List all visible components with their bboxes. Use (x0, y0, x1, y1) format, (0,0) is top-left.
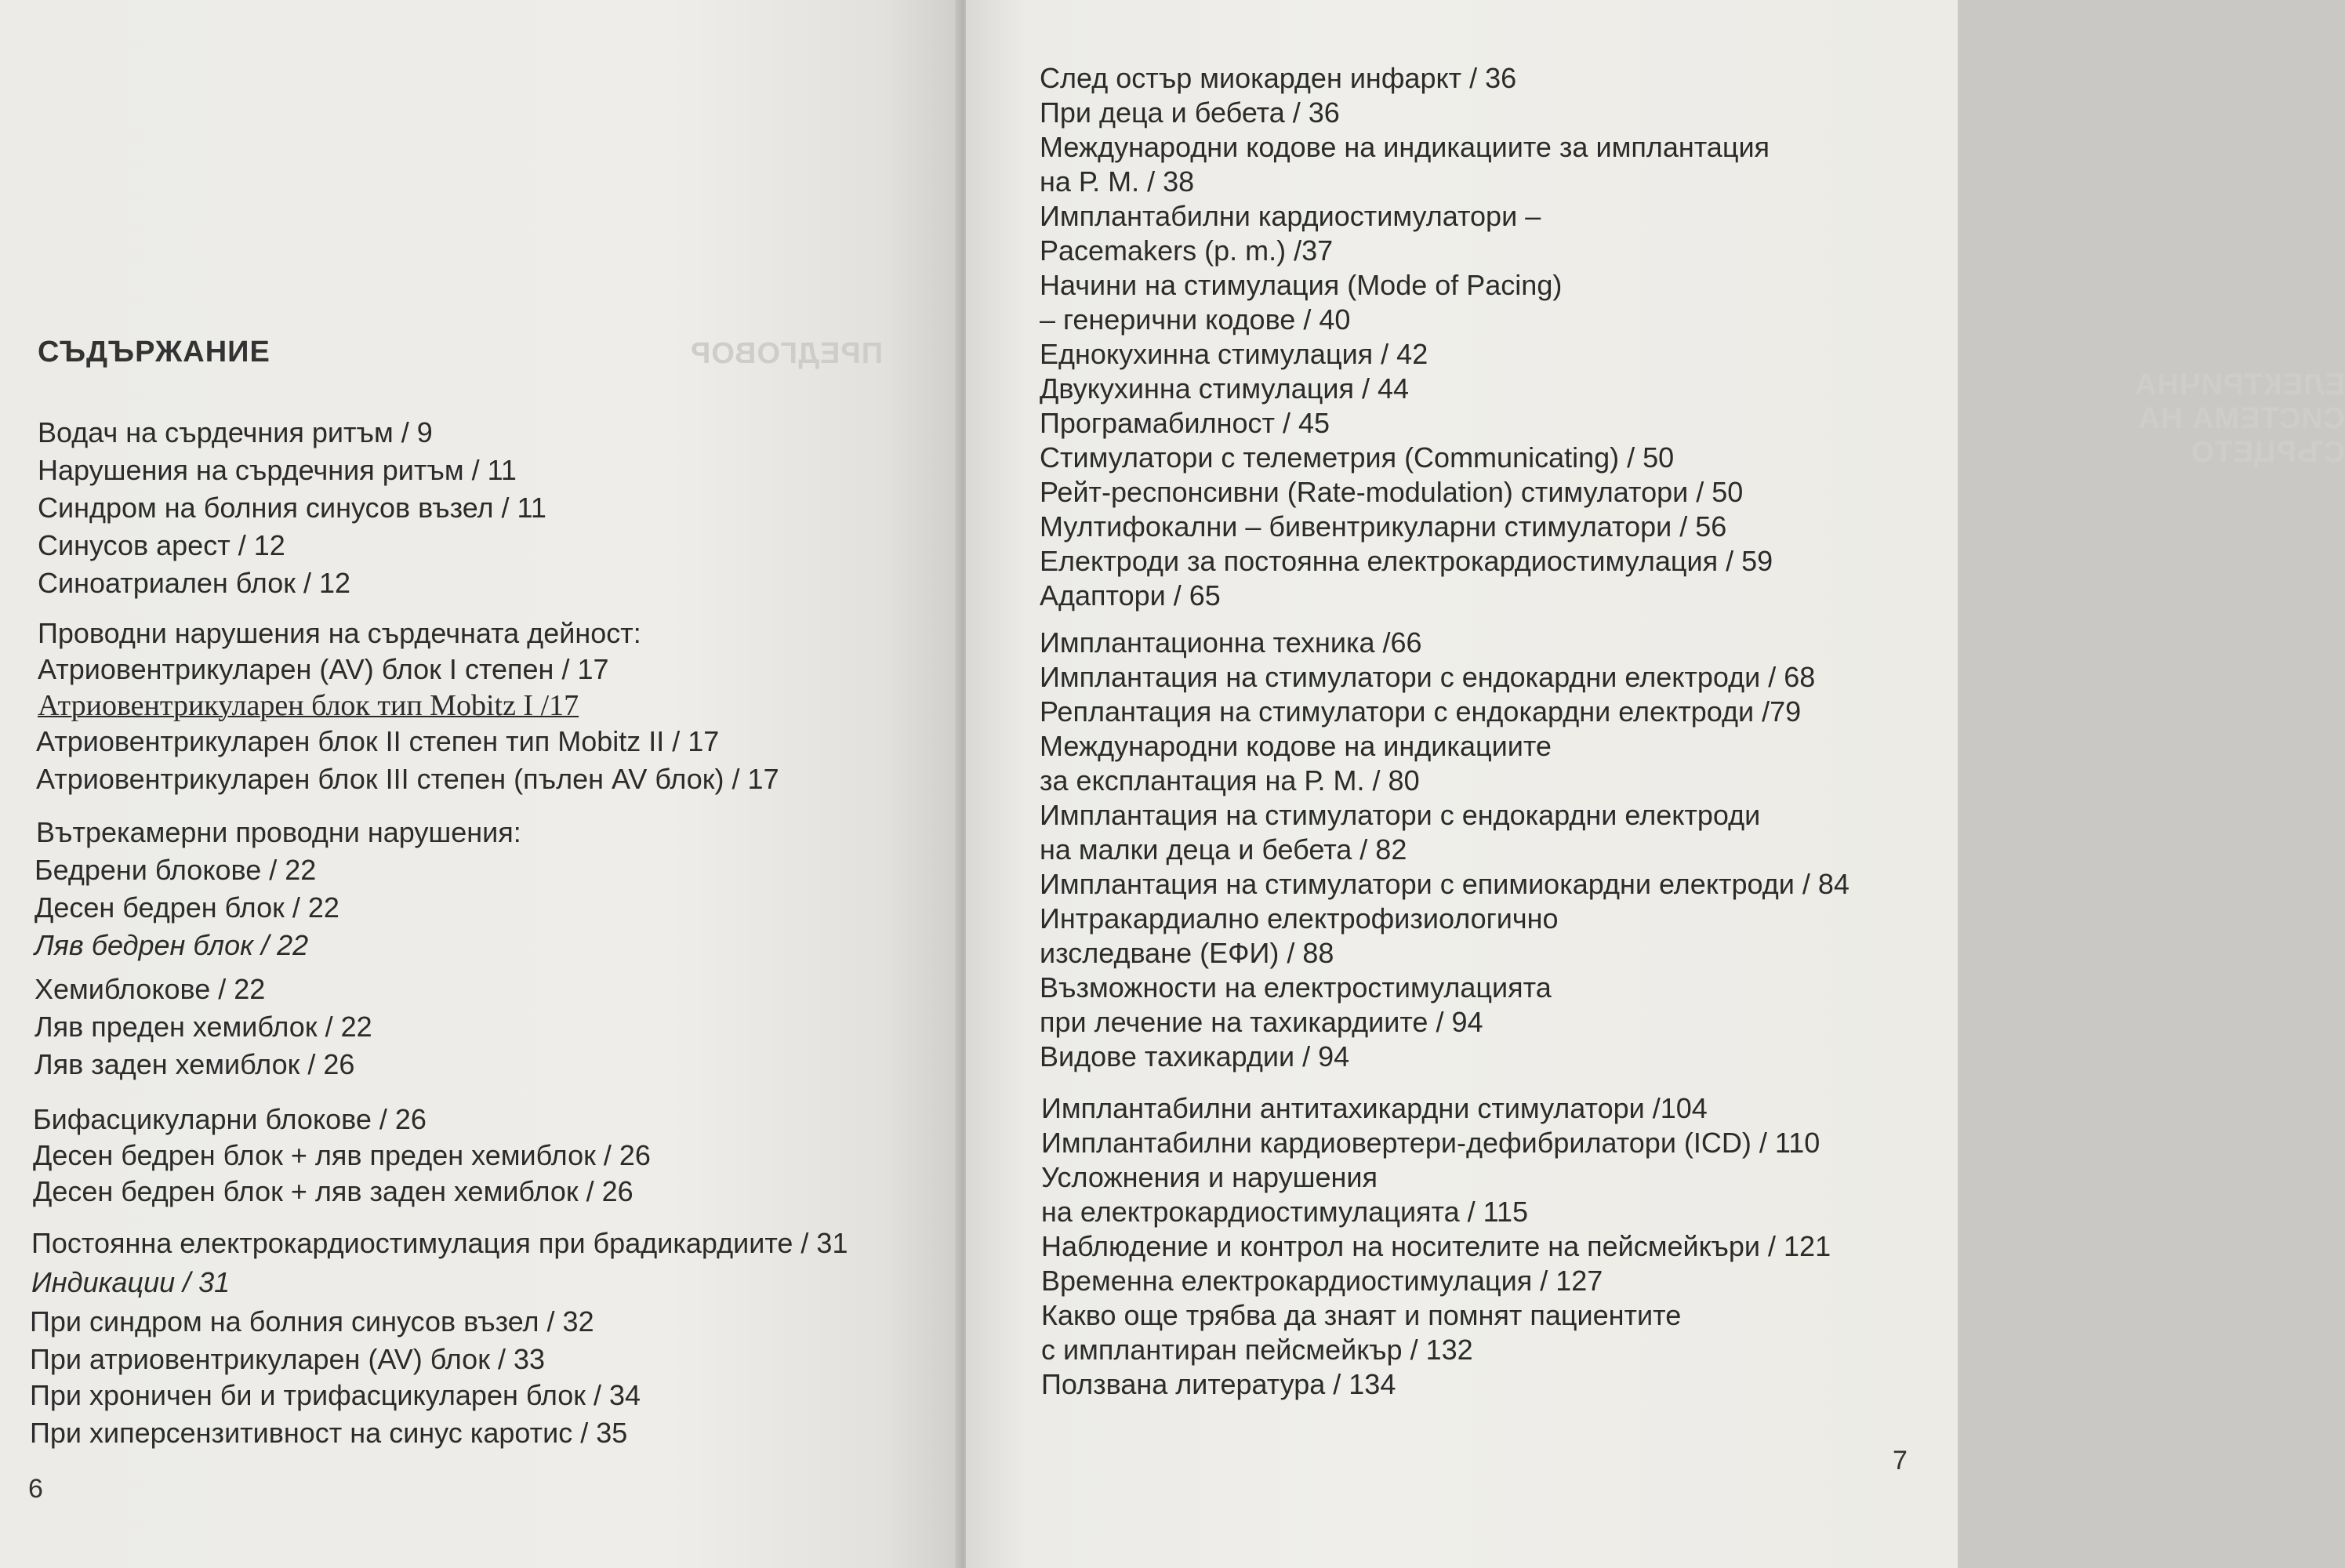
toc-entry: Ляв преден хемиблок / 22 (34, 1011, 372, 1043)
toc-entry: Нарушения на сърдечния ритъм / 11 (38, 454, 517, 486)
toc-entry: При атриовентрикуларен (AV) блок / 33 (30, 1343, 545, 1375)
toc-entry: Мултифокални – бивентрикуларни стимулатори / 56 (1040, 510, 1727, 543)
toc-entry: – генерични кодове / 40 (1040, 303, 1351, 336)
toc-entry-italic: Ляв бедрен блок / 22 (34, 929, 309, 961)
toc-entry: Водач на сърдечния ритъм / 9 (38, 416, 433, 448)
toc-entry: Синоатриален блок / 12 (38, 567, 351, 599)
toc-entry-typewritten: Атриовентрикуларен блок тип Mobitz I /17 (38, 689, 579, 722)
toc-entry: Международни кодове на индикациите за имплантация (1040, 131, 1770, 163)
toc-entry: Наблюдение и контрол на носителите на пейсмейкъри / 121 (1041, 1230, 1831, 1262)
toc-section-title: Проводни нарушения на сърдечната дейност: (38, 617, 641, 649)
toc-entry: Еднокухинна стимулация / 42 (1040, 338, 1428, 370)
toc-entry: Атриовентрикуларен блок III степен (пълен AV блок) / 17 (36, 763, 779, 795)
toc-entry: Временна електрокардиостимулация / 127 (1041, 1265, 1603, 1297)
toc-entry: при лечение на тахикардиите / 94 (1040, 1006, 1483, 1038)
toc-entry: След остър миокарден инфаркт / 36 (1040, 62, 1517, 94)
toc-entry: Рейт-респонсивни (Rate-modulation) стимулатори / 50 (1040, 476, 1744, 508)
toc-entry: Имплантационна техника /66 (1040, 626, 1422, 659)
toc-entry: Бифасцикуларни блокове / 26 (33, 1103, 427, 1135)
toc-entry: Двукухинна стимулация / 44 (1040, 372, 1410, 405)
toc-entry: При синдром на болния синусов възел / 32 (30, 1305, 594, 1338)
toc-entry: Ползвана литература / 134 (1041, 1368, 1396, 1400)
toc-entry: на Р. М. / 38 (1040, 165, 1195, 198)
toc-entry: Програмабилност / 45 (1040, 407, 1330, 439)
toc-entry: Реплантация на стимулатори с ендокардни електроди /79 (1040, 695, 1802, 728)
toc-entry: Десен бедрен блок + ляв заден хемиблок / 26 (33, 1175, 633, 1207)
page-number-right: 7 (1893, 1446, 1908, 1475)
toc-entry: Имплантация на стимулатори с ендокардни електроди / 68 (1040, 661, 1816, 693)
toc-section-title: Вътрекамерни проводни нарушения: (36, 816, 521, 848)
toc-entry-italic: Индикации / 31 (31, 1266, 231, 1298)
toc-entry: Възможности на електростимулацията (1040, 971, 1552, 1004)
toc-entry: Имплантация на стимулатори с епимиокардни електроди / 84 (1040, 868, 1850, 900)
toc-entry: Усложнения и нарушения (1041, 1161, 1378, 1193)
toc-entry: Имплантабилни антитахикардни стимулатори /104 (1041, 1092, 1708, 1124)
toc-entry: Адаптори / 65 (1040, 579, 1221, 612)
toc-entry: Атриовентрикуларен (AV) блок I степен / 17 (38, 653, 609, 685)
toc-entry: Атриовентрикуларен блок II степен тип Mobitz II / 17 (36, 725, 720, 757)
toc-entry: Ляв заден хемиблок / 26 (34, 1048, 355, 1080)
toc-entry: Десен бедрен блок + ляв преден хемиблок / 26 (33, 1139, 651, 1171)
toc-entry: Синусов арест / 12 (38, 529, 285, 561)
toc-entry: Имплантация на стимулатори с ендокардни електроди (1040, 799, 1761, 831)
toc-entry: с имплантиран пейсмейкър / 132 (1041, 1334, 1473, 1366)
toc-entry: Имплантабилни кардиостимулатори – (1040, 200, 1541, 232)
toc-entry: на електрокардиостимулацията / 115 (1041, 1196, 1529, 1228)
toc-entry: При деца и бебета / 36 (1040, 96, 1340, 129)
toc-entry: за експлантация на Р. М. / 80 (1040, 764, 1420, 797)
toc-entry: Бедрени блокове / 22 (34, 854, 317, 886)
toc-entry: Международни кодове на индикациите (1040, 730, 1552, 762)
toc-entry: Десен бедрен блок / 22 (34, 891, 339, 924)
toc-entry: Постоянна електрокардиостимулация при брадикардиите / 31 (31, 1227, 848, 1259)
toc-entry: Синдром на болния синусов възел / 11 (38, 492, 546, 524)
page-number-left: 6 (28, 1474, 43, 1504)
toc-entry: Интракардиално електрофизиологично (1040, 902, 1559, 935)
toc-entry: Електроди за постоянна електрокардиостимулация / 59 (1040, 545, 1773, 577)
toc-entry: При хиперсензитивност на синус каротис / 35 (30, 1417, 628, 1449)
left-page (0, 0, 960, 1568)
toc-entry: на малки деца и бебета / 82 (1040, 833, 1407, 866)
toc-entry: Видове тахикардии / 94 (1040, 1040, 1350, 1073)
right-page (966, 0, 2345, 1568)
toc-entry: Какво още трябва да знаят и помнят пациентите (1041, 1299, 1682, 1331)
toc-entry: Pacemakers (p. m.) /37 (1040, 234, 1334, 267)
toc-heading: СЪДЪРЖАНИЕ (38, 336, 270, 368)
toc-entry: Хемиблокове / 22 (34, 973, 266, 1005)
toc-entry: изследване (ЕФИ) / 88 (1040, 937, 1334, 969)
bleed-through-text-right: ЕЛЕКТРИЧНА СИСТЕМА НА СЪРЦЕТО (2134, 368, 2345, 469)
toc-entry: Имплантабилни кардиовертери-дефибрилатори (ICD) / 110 (1041, 1127, 1820, 1159)
toc-entry: При хроничен би и трифасцикуларен блок / 34 (30, 1379, 641, 1411)
bleed-through-text-left: ПРЕДГОВОР (690, 337, 884, 370)
toc-entry: Стимулатори с телеметрия (Communicating) / 50 (1040, 441, 1675, 474)
toc-entry: Начини на стимулация (Mode of Pacing) (1040, 269, 1563, 301)
